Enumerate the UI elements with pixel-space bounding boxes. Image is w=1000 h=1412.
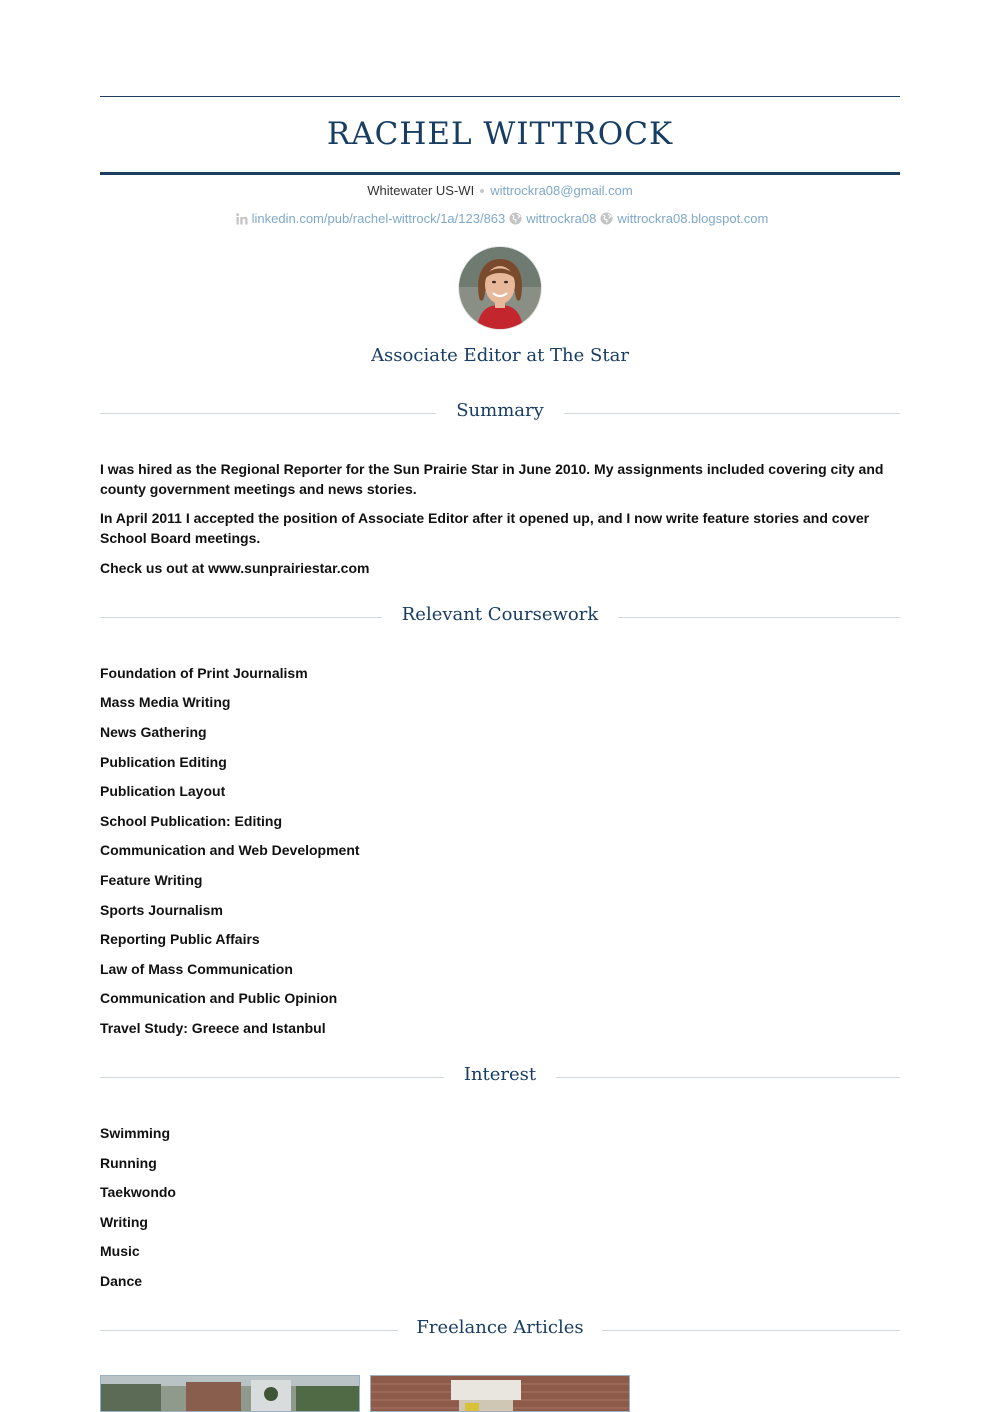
coursework-item: Publication Layout <box>100 783 226 799</box>
section-title-interest: Interest <box>463 1064 537 1085</box>
article-thumbnail[interactable] <box>370 1375 630 1412</box>
section-title-summary: Summary <box>456 400 544 421</box>
summary-paragraph: In April 2011 I accepted the position of Associate Editor after it opened up, and I now write feature stories and cover School Board meetings. <box>100 510 870 546</box>
coursework-item: Communication and Public Opinion <box>100 990 338 1006</box>
section-header-freelance <box>100 1314 900 1342</box>
contact-line-links <box>100 210 900 230</box>
linkedin-link[interactable]: linkedin.com/pub/rachel-wittrock/1a/123/863 <box>251 211 506 226</box>
summary-paragraph: I was hired as the Regional Reporter for the Sun Prairie Star in June 2010. My assignments included covering city and county government meetings and news stories. <box>100 461 884 497</box>
coursework-item: Communication and Web Development <box>100 842 360 858</box>
coursework-item: Foundation of Print Journalism <box>100 665 308 681</box>
interest-item: Swimming <box>100 1125 171 1141</box>
location-text: Whitewater US-WI <box>367 183 475 198</box>
interest-item: Dance <box>100 1273 143 1289</box>
section-header-coursework <box>100 601 900 629</box>
website-link-1[interactable]: wittrockra08 <box>526 211 597 226</box>
coursework-item: Feature Writing <box>100 872 203 888</box>
profile-photo <box>459 247 541 329</box>
globe-icon <box>600 212 613 230</box>
coursework-item: Sports Journalism <box>100 902 223 918</box>
coursework-item: Travel Study: Greece and Istanbul <box>100 1020 326 1036</box>
coursework-item: Law of Mass Communication <box>100 961 293 977</box>
contact-line-primary <box>100 182 900 200</box>
article-thumbnail[interactable] <box>100 1375 360 1412</box>
coursework-item: School Publication: Editing <box>100 813 282 829</box>
summary-paragraph: Check us out at www.sunprairiestar.com <box>100 560 370 576</box>
website-link-2[interactable]: wittrockra08.blogspot.com <box>617 211 769 226</box>
header-bottom-rule <box>100 172 900 175</box>
interest-item: Running <box>100 1155 157 1171</box>
email-link[interactable]: wittrockra08@gmail.com <box>490 183 633 198</box>
candidate-name: RACHEL WITTROCK <box>326 116 674 152</box>
section-title-coursework: Relevant Coursework <box>401 604 599 625</box>
coursework-item: Mass Media Writing <box>100 694 231 710</box>
section-title-freelance: Freelance Articles <box>416 1317 584 1338</box>
headline: Associate Editor at The Star <box>371 345 629 366</box>
coursework-item: News Gathering <box>100 724 207 740</box>
section-header-summary <box>100 397 900 425</box>
globe-icon <box>509 212 522 230</box>
header-top-rule <box>100 96 900 97</box>
linkedin-icon <box>236 212 248 230</box>
coursework-item: Publication Editing <box>100 754 227 770</box>
interest-item: Writing <box>100 1214 148 1230</box>
separator-dot <box>480 189 484 193</box>
coursework-item: Reporting Public Affairs <box>100 931 260 947</box>
section-header-interest <box>100 1061 900 1089</box>
interest-item: Music <box>100 1243 140 1259</box>
interest-item: Taekwondo <box>100 1184 176 1200</box>
